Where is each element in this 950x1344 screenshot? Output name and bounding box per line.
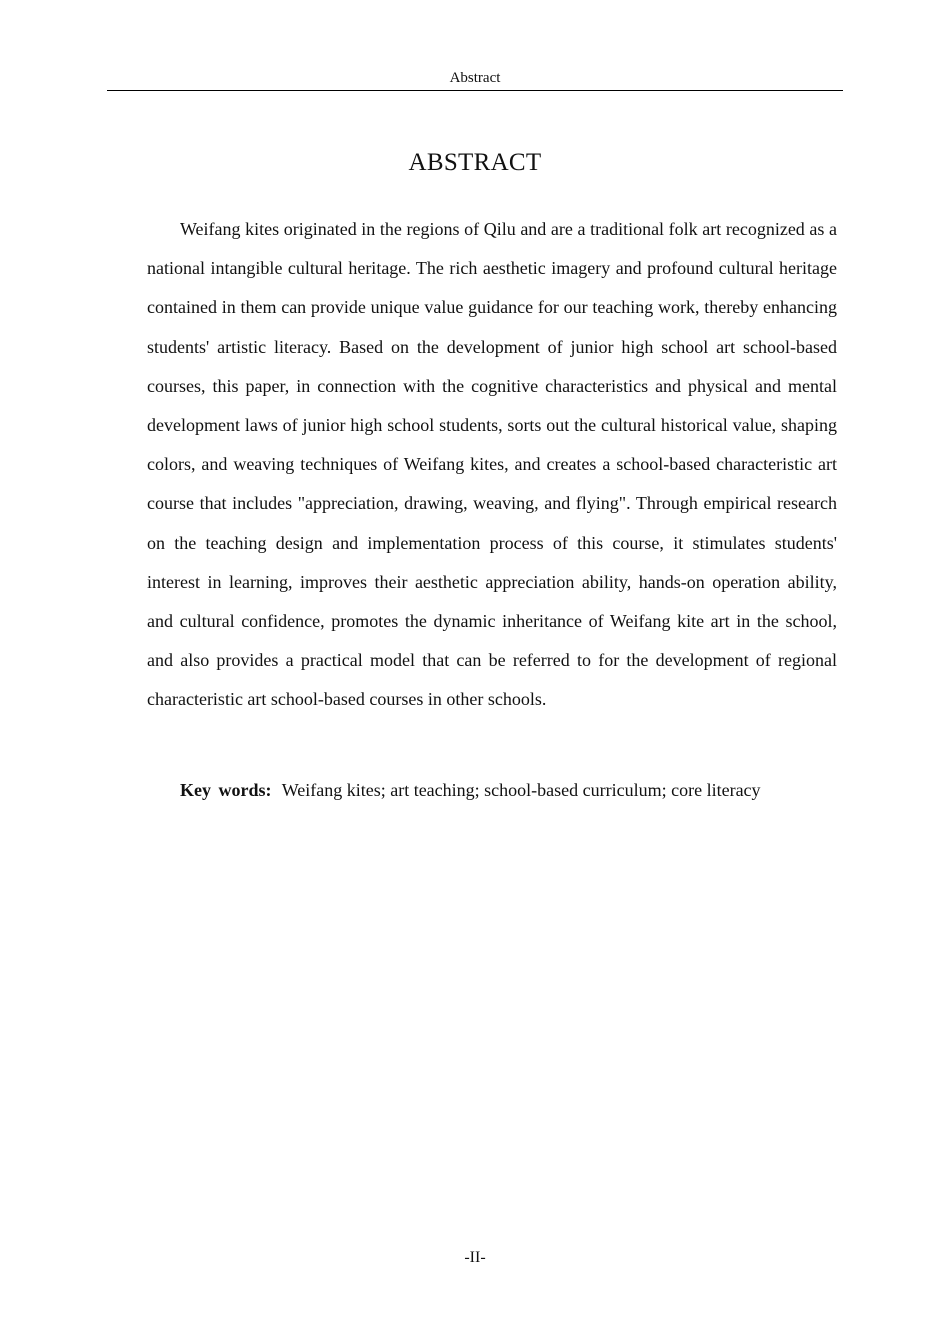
running-header: Abstract <box>107 69 843 91</box>
page-title: ABSTRACT <box>408 149 542 176</box>
keywords-text: Weifang kites; art teaching; school-based curriculum; core literacy <box>281 780 761 800</box>
keywords-line <box>180 773 840 807</box>
keywords-label: Key words: <box>180 780 272 800</box>
abstract-paragraph: Weifang kites originated in the regions of Qilu and are a traditional folk art recognized as a national intangible cultural heritage. The rich aesthetic imagery and profound cultural heritage contained in them can provide unique value guidance for our teaching work, thereby enhancing students' artistic literacy. Based on the development of junior high school art school-based courses, this paper, in connection with the cognitive characteristics and physical and mental development laws of junior high school students, sorts out the cultural historical value, shaping colors, and weaving techniques of Weifang kites, and creates a school-based characteristic art course that includes "appreciation, drawing, weaving, and flying". Through empirical research on the teaching design and implementation process of this course, it stimulates students' interest in learning, improves their aesthetic appreciation ability, hands-on operation ability, and cultural confidence, promotes the dynamic inheritance of Weifang kite art in the school, and also provides a practical model that can be referred to for the development of regional characteristic art school-based courses in other schools. <box>147 219 837 710</box>
page-number: -II- <box>464 1249 486 1266</box>
